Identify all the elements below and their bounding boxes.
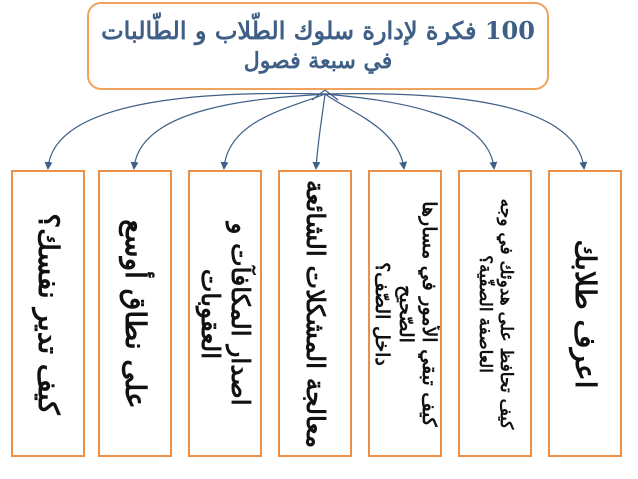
chapter-card-1: [11, 170, 85, 457]
chapter-card-7: [548, 170, 622, 457]
chapter-card-4: [278, 170, 352, 457]
connector-chapter-6: [325, 94, 494, 168]
connector-chapter-2: [134, 94, 325, 168]
chapter-card-5: [368, 170, 442, 457]
chapter-card-6: [458, 170, 532, 457]
title-box: [87, 2, 549, 90]
chapter-label-1: كيف تدير نفسك؟: [32, 212, 66, 415]
chapter-label-4: معالجة المشكلات الشائعة: [301, 179, 331, 448]
connector-chapter-7: [325, 94, 584, 168]
title-line-1: 100 فكرة لإدارة سلوك الطّلاب و الطّالبات: [101, 15, 535, 45]
connector-chapter-4: [316, 94, 325, 168]
chapter-card-2: [98, 170, 172, 457]
chapter-label-5: كيف تبقي الأمور في مسارها الصّحيح داخل الصّف؟: [371, 200, 440, 427]
title-line-2: في سبعة فصول: [243, 48, 393, 75]
chapter-label-2: على نطاق أوسع: [119, 218, 153, 409]
chapter-label-6: كيف تحافظ على هدوئك في وجه العاصفة الصفّية؟: [475, 198, 516, 429]
chapter-label-7: اعرف طلابك: [569, 238, 603, 389]
connector-chapter-5: [325, 94, 404, 168]
chapter-label-3: اصدار المكافآت و العقوبات: [196, 221, 256, 406]
connector-chapter-3: [224, 94, 325, 168]
chapter-card-3: [188, 170, 262, 457]
connector-chapter-1: [48, 93, 325, 168]
